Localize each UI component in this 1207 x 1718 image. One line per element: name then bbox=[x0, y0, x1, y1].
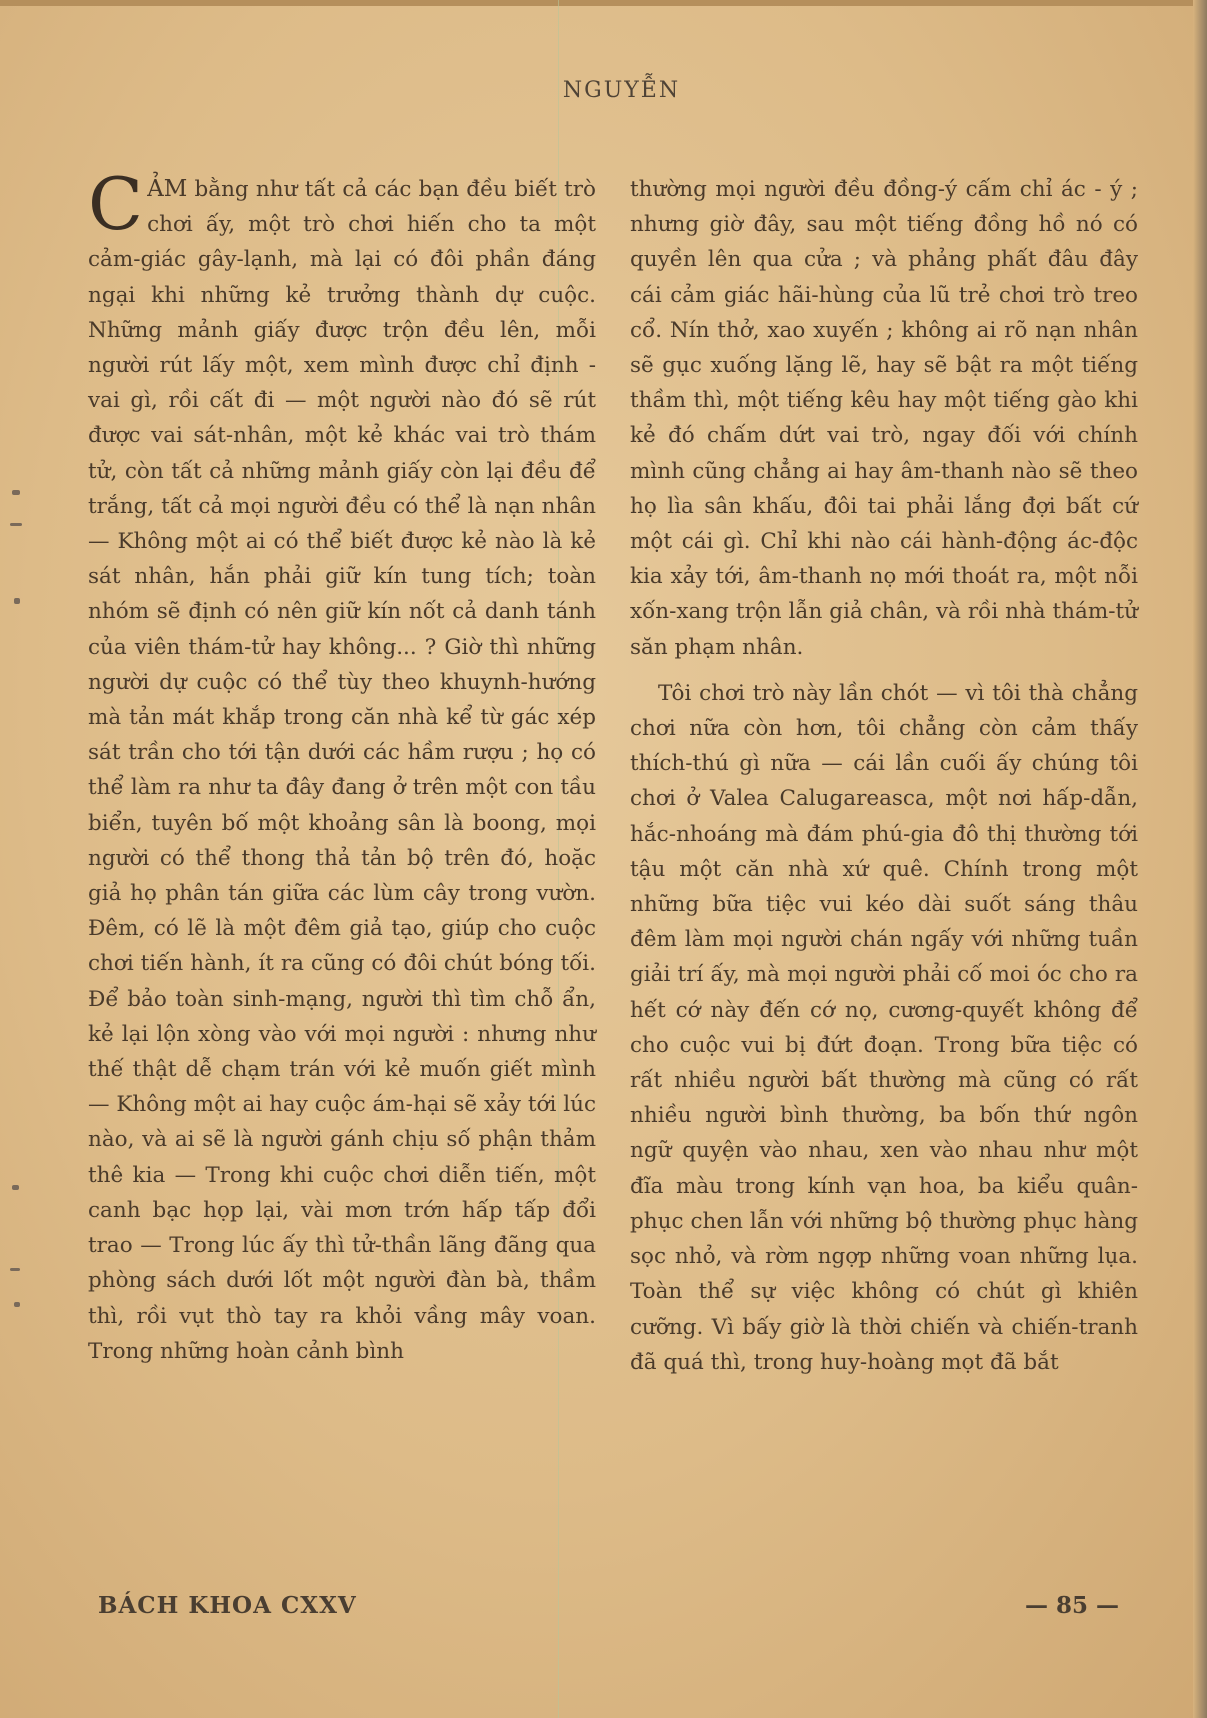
margin-mark bbox=[14, 598, 20, 604]
left-column-text: bằng như tất cả các bạn đều biết trò chơi ấy, một trò chơi hiến cho ta một cảm-giác gây-lạnh, mà lại có đôi phần đáng ngại khi những kẻ trưởng thành dự cuộc. Những mảnh giấy được trộn đều lên, mỗi người rút lấy một, xem mình được chỉ định - vai gì, rồi cất đi — một người nào đó sẽ rút được vai sát-nhân, một kẻ khác vai trò thám tử, còn tất cả những mảnh giấy còn lại đều để trắng, tất cả mọi người đều có thể là nạn nhân — Không một ai có thể biết được kẻ nào là kẻ sát nhân, hắn phải giữ kín tung tích; toàn nhóm sẽ định có nên giữ kín nốt cả danh tánh của viên thám-tử hay không... ? Giờ thì những người dự cuộc có thể tùy theo khuynh-hướng mà tản mát khắp trong căn nhà kể từ gác xép sát trần cho tới tận dưới các hầm rượu ; họ có thể làm ra như ta đây đang ở trên một con tầu biển, tuyên bố một khoảng sân là boong, mọi người có thể thong thả tản bộ trên đó, hoặc giả họ phân tán giữa các lùm cây trong vườn. Đêm, có lẽ là một đêm giả tạo, giúp cho cuộc chơi tiến hành, ít ra cũng có đôi chút bóng tối. Để bảo toàn sinh-mạng, người thì tìm chỗ ẩn, kẻ lại lộn xòng vào với mọi người : nhưng như thế thật dễ chạm trán với kẻ muốn giết mình — Không một ai hay cuộc ám-hại sẽ xảy tới lúc nào, và ai sẽ là người gánh chịu số phận thảm thê kia — Trong khi cuộc chơi diễn tiến, một canh bạc họp lại, vài mơn trớn hấp tấp đổi trao — Trong lúc ấy thì tử-thần lãng đãng qua phòng sách dưới lốt một người đàn bà, thầm thì, rồi vụt thò tay ra khỏi vầng mây voan. Trong những hoàn cảnh bình bbox=[88, 177, 596, 1364]
right-column bbox=[630, 172, 1138, 1380]
margin-mark bbox=[12, 1185, 19, 1190]
margin-mark bbox=[10, 1268, 20, 1271]
page-binding-edge bbox=[1193, 0, 1207, 1718]
right-paragraph-1: thường mọi người đều đồng-ý cấm chỉ ác - ý ; nhưng giờ đây, sau một tiếng đồng hồ nó có quyền lên qua cửa ; và phảng phất đâu đây cái cảm giác hãi-hùng của lũ trẻ chơi trò treo cổ. Nín thở, xao xuyến ; không ai rõ nạn nhân sẽ gục xuống lặng lẽ, hay sẽ bật ra một tiếng thầm thì, một tiếng kêu hay một tiếng gào khi kẻ đó chấm dứt vai trò, ngay đối với chính mình cũng chẳng ai hay âm-thanh nào sẽ theo họ lìa sân khấu, đôi tai phải lắng đợi bất cứ một cái gì. Chỉ khi nào cái hành-động ác-độc kia xảy tới, âm-thanh nọ mới thoát ra, một nỗi xốn-xang trộn lẫn giả chân, và rồi nhà thám-tử săn phạm nhân. bbox=[630, 177, 1138, 660]
page-top-edge bbox=[0, 0, 1207, 6]
margin-mark bbox=[14, 1302, 20, 1307]
drop-cap-rest: ẢM bbox=[147, 176, 188, 202]
page-header: NGUYỄN bbox=[562, 78, 681, 103]
left-column bbox=[88, 162, 596, 1369]
journal-footer: BÁCH KHOA CXXV bbox=[98, 1592, 357, 1619]
left-paragraph bbox=[88, 162, 596, 1369]
right-paragraph-2: Tôi chơi trò này lần chót — vì tôi thà chẳng chơi nữa còn hơn, tôi chẳng còn cảm thấy thích-thú gì nữa — cái lần cuối ấy chúng tôi chơi ở Valea Calugareasca, một nơi hấp-dẫn, hắc-nhoáng mà đám phú-gia đô thị thường tới tậu một căn nhà xứ quê. Chính trong một những bữa tiệc vui kéo dài suốt sáng thâu đêm làm mọi người chán ngấy với những tuần giải trí ấy, mà mọi người phải cố moi óc cho ra hết cớ này đến cớ nọ, cương-quyết không để cho cuộc vui bị đứt đoạn. Trong bữa tiệc có rất nhiều người bất thường mà cũng có rất nhiều người bình thường, ba bốn thứ ngôn ngữ quyện vào nhau, xen vào nhau như một đĩa màu trong kính vạn hoa, ba kiểu quân-phục chen lẫn với những bộ thường phục hàng sọc nhỏ, và rờm ngợp những voan những lụa. Toàn thể sự việc không có chút gì khiên cưỡng. Vì bấy giờ là thời chiến và chiến-tranh đã quá thì, trong huy-hoàng mọt đã bắt bbox=[630, 680, 1138, 1375]
drop-cap: C bbox=[88, 162, 144, 246]
page-number: — 85 — bbox=[1025, 1592, 1120, 1619]
margin-mark bbox=[10, 523, 22, 526]
margin-mark bbox=[12, 490, 20, 495]
